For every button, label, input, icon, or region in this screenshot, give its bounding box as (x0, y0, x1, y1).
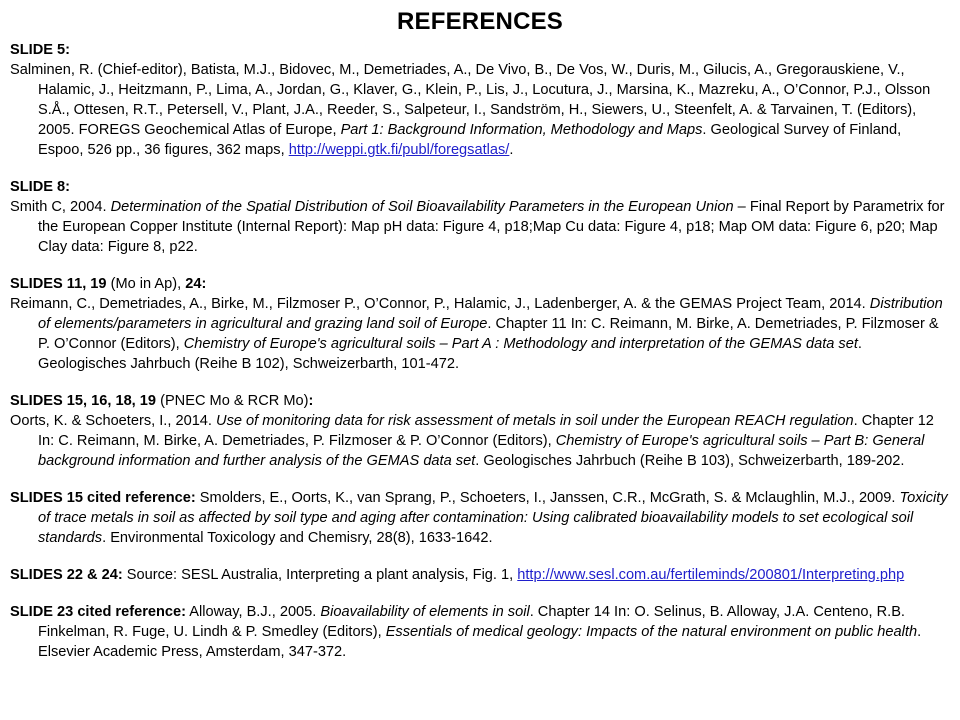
ref-italic-title: Part 1: Background Information, Methodology and Maps (340, 122, 703, 138)
heading-note: (Mo in Ap), (106, 276, 186, 292)
heading-text: : (308, 393, 314, 409)
foregs-atlas-link[interactable]: http://weppi.gtk.fi/publ/foregsatlas/ (288, 142, 510, 158)
ref-italic-title: Toxicity of trace metals in soil as affected by soil type and aging after contamination: Using calibrated bioavailability models to set ecological soil standards (38, 490, 948, 546)
ref-text: Source: SESL Australia, Interpreting a plant analysis, Fig. 1, (122, 567, 518, 583)
heading-text: 24: (185, 276, 207, 292)
reference-foregs-atlas (10, 60, 950, 160)
reference-smith-2004 (10, 197, 950, 257)
ref-text: . Environmental Toxicology and Chemisry, 28(8), 1633-1642. (102, 530, 493, 546)
ref-text: Alloway, B.J., 2005. (186, 604, 321, 620)
ref-text: . Chapter 12 In: C. Reimann, M. Birke, A. Demetriades, P. Filzmoser & P. O’Connor (Editors), (38, 413, 934, 449)
ref-text: Smith C, 2004. (10, 199, 111, 215)
slides-22-24-heading: SLIDES 22 & 24: (10, 567, 123, 583)
reference-oorts-2014 (10, 411, 950, 471)
reference-reimann-2014 (10, 294, 950, 374)
ref-text: . Geologisches Jahrbuch (Reihe B 102), Schweizerbarth, 101-472. (38, 336, 862, 372)
reference-alloway-2005 (10, 602, 950, 662)
slide-8-heading: SLIDE 8: (10, 179, 71, 195)
slide-5-heading: SLIDE 5: (10, 42, 71, 58)
ref-italic-title: Bioavailability of elements in soil (320, 604, 530, 620)
slide-23-cited-heading: SLIDE 23 cited reference: (10, 604, 187, 620)
ref-text: Smolders, E., Oorts, K., van Sprang, P., Schoeters, I., Janssen, C.R., McGrath, S. & Mclaughlin, M.J., 2009. (195, 490, 900, 506)
ref-italic-title: Distribution of elements/parameters in agricultural and grazing land soil of Europe (38, 296, 943, 332)
ref-text: . Chapter 11 In: C. Reimann, M. Birke, A. Demetriades, P. Filzmoser & P. O’Connor (Editors), (38, 316, 939, 352)
ref-italic-title: Essentials of medical geology: Impacts of the natural environment on public health (385, 624, 918, 640)
slides-15-cited-heading: SLIDES 15 cited reference: (10, 490, 196, 506)
reference-smolders-2009 (10, 488, 950, 548)
ref-italic-title: Determination of the Spatial Distribution of Soil Bioavailability Parameters in the European Union (110, 199, 734, 215)
slides-15-16-18-19-heading (10, 391, 950, 411)
heading-text: SLIDES 11, 19 (10, 276, 107, 292)
sesl-link[interactable]: http://www.sesl.com.au/fertileminds/200801/Interpreting.php (517, 567, 905, 583)
ref-text: . Elsevier Academic Press, Amsterdam, 347-372. (38, 624, 922, 660)
ref-text: . Geological Survey of Finland, Espoo, 526 pp., 36 figures, 362 maps, (38, 122, 902, 158)
heading-text: SLIDES 15, 16, 18, 19 (10, 393, 157, 409)
references-list (10, 40, 950, 662)
ref-text: Salminen, R. (Chief-editor), Batista, M.J., Bidovec, M., Demetriades, A., De Vivo, B., De Vos, W., Duris, M., Gilucis, A., Gregorauskiene, V., Halamic, J., Heitzmann, P., Lima, A., Jordan, G., Klaver, G., Klein, P., Lis, J., Locutura, J., Marsina, K., Mazreku, A., O’Connor, P.J., Olsson S.Å., Ottesen, R.T., Petersell, V., Plant, J.A., Reeder, S., Salpeteur, I., Sandström, H., Siewers, U., Steenfelt, A. & Tarvainen, T. (Editors), 2005. FOREGS Geochemical Atlas of Europe, (10, 62, 931, 138)
ref-text: . Geologisches Jahrbuch (Reihe B 103), Schweizerbarth, 189-202. (475, 453, 905, 469)
ref-text: . Chapter 14 In: O. Selinus, B. Alloway, J.A. Centeno, R.B. Finkelman, R. Fuge, U. Lindh & P. Smedley (Editors), (38, 604, 905, 640)
reference-sesl-australia (10, 565, 950, 585)
ref-text: – Final Report by Parametrix for the European Copper Institute (Internal Report): Map pH data: Figure 4, p18;Map Cu data: Figure 4, p18; Map OM data: Figure 6, p20; Map Clay data: Figure 8, p22. (38, 199, 945, 255)
ref-italic-title: Chemistry of Europe's agricultural soils – Part A : Methodology and interpretation of the GEMAS data set (183, 336, 858, 352)
heading-note: (PNEC Mo & RCR Mo) (156, 393, 309, 409)
ref-text: Oorts, K. & Schoeters, I., 2014. (10, 413, 217, 429)
ref-text: Reimann, C., Demetriades, A., Birke, M., Filzmoser P., O’Connor, P., Halamic, J., Ladenberger, A. & the GEMAS Project Team, 2014. (10, 296, 870, 312)
ref-italic-title: Use of monitoring data for risk assessment of metals in soil under the European REACH regulation (216, 413, 854, 429)
ref-italic-title: Chemistry of Europe's agricultural soils – Part B: General background information and further analysis of the GEMAS data set (38, 433, 925, 469)
slides-11-19-24-heading (10, 274, 950, 294)
ref-text: . (509, 142, 514, 158)
page-title: REFERENCES (396, 8, 564, 35)
